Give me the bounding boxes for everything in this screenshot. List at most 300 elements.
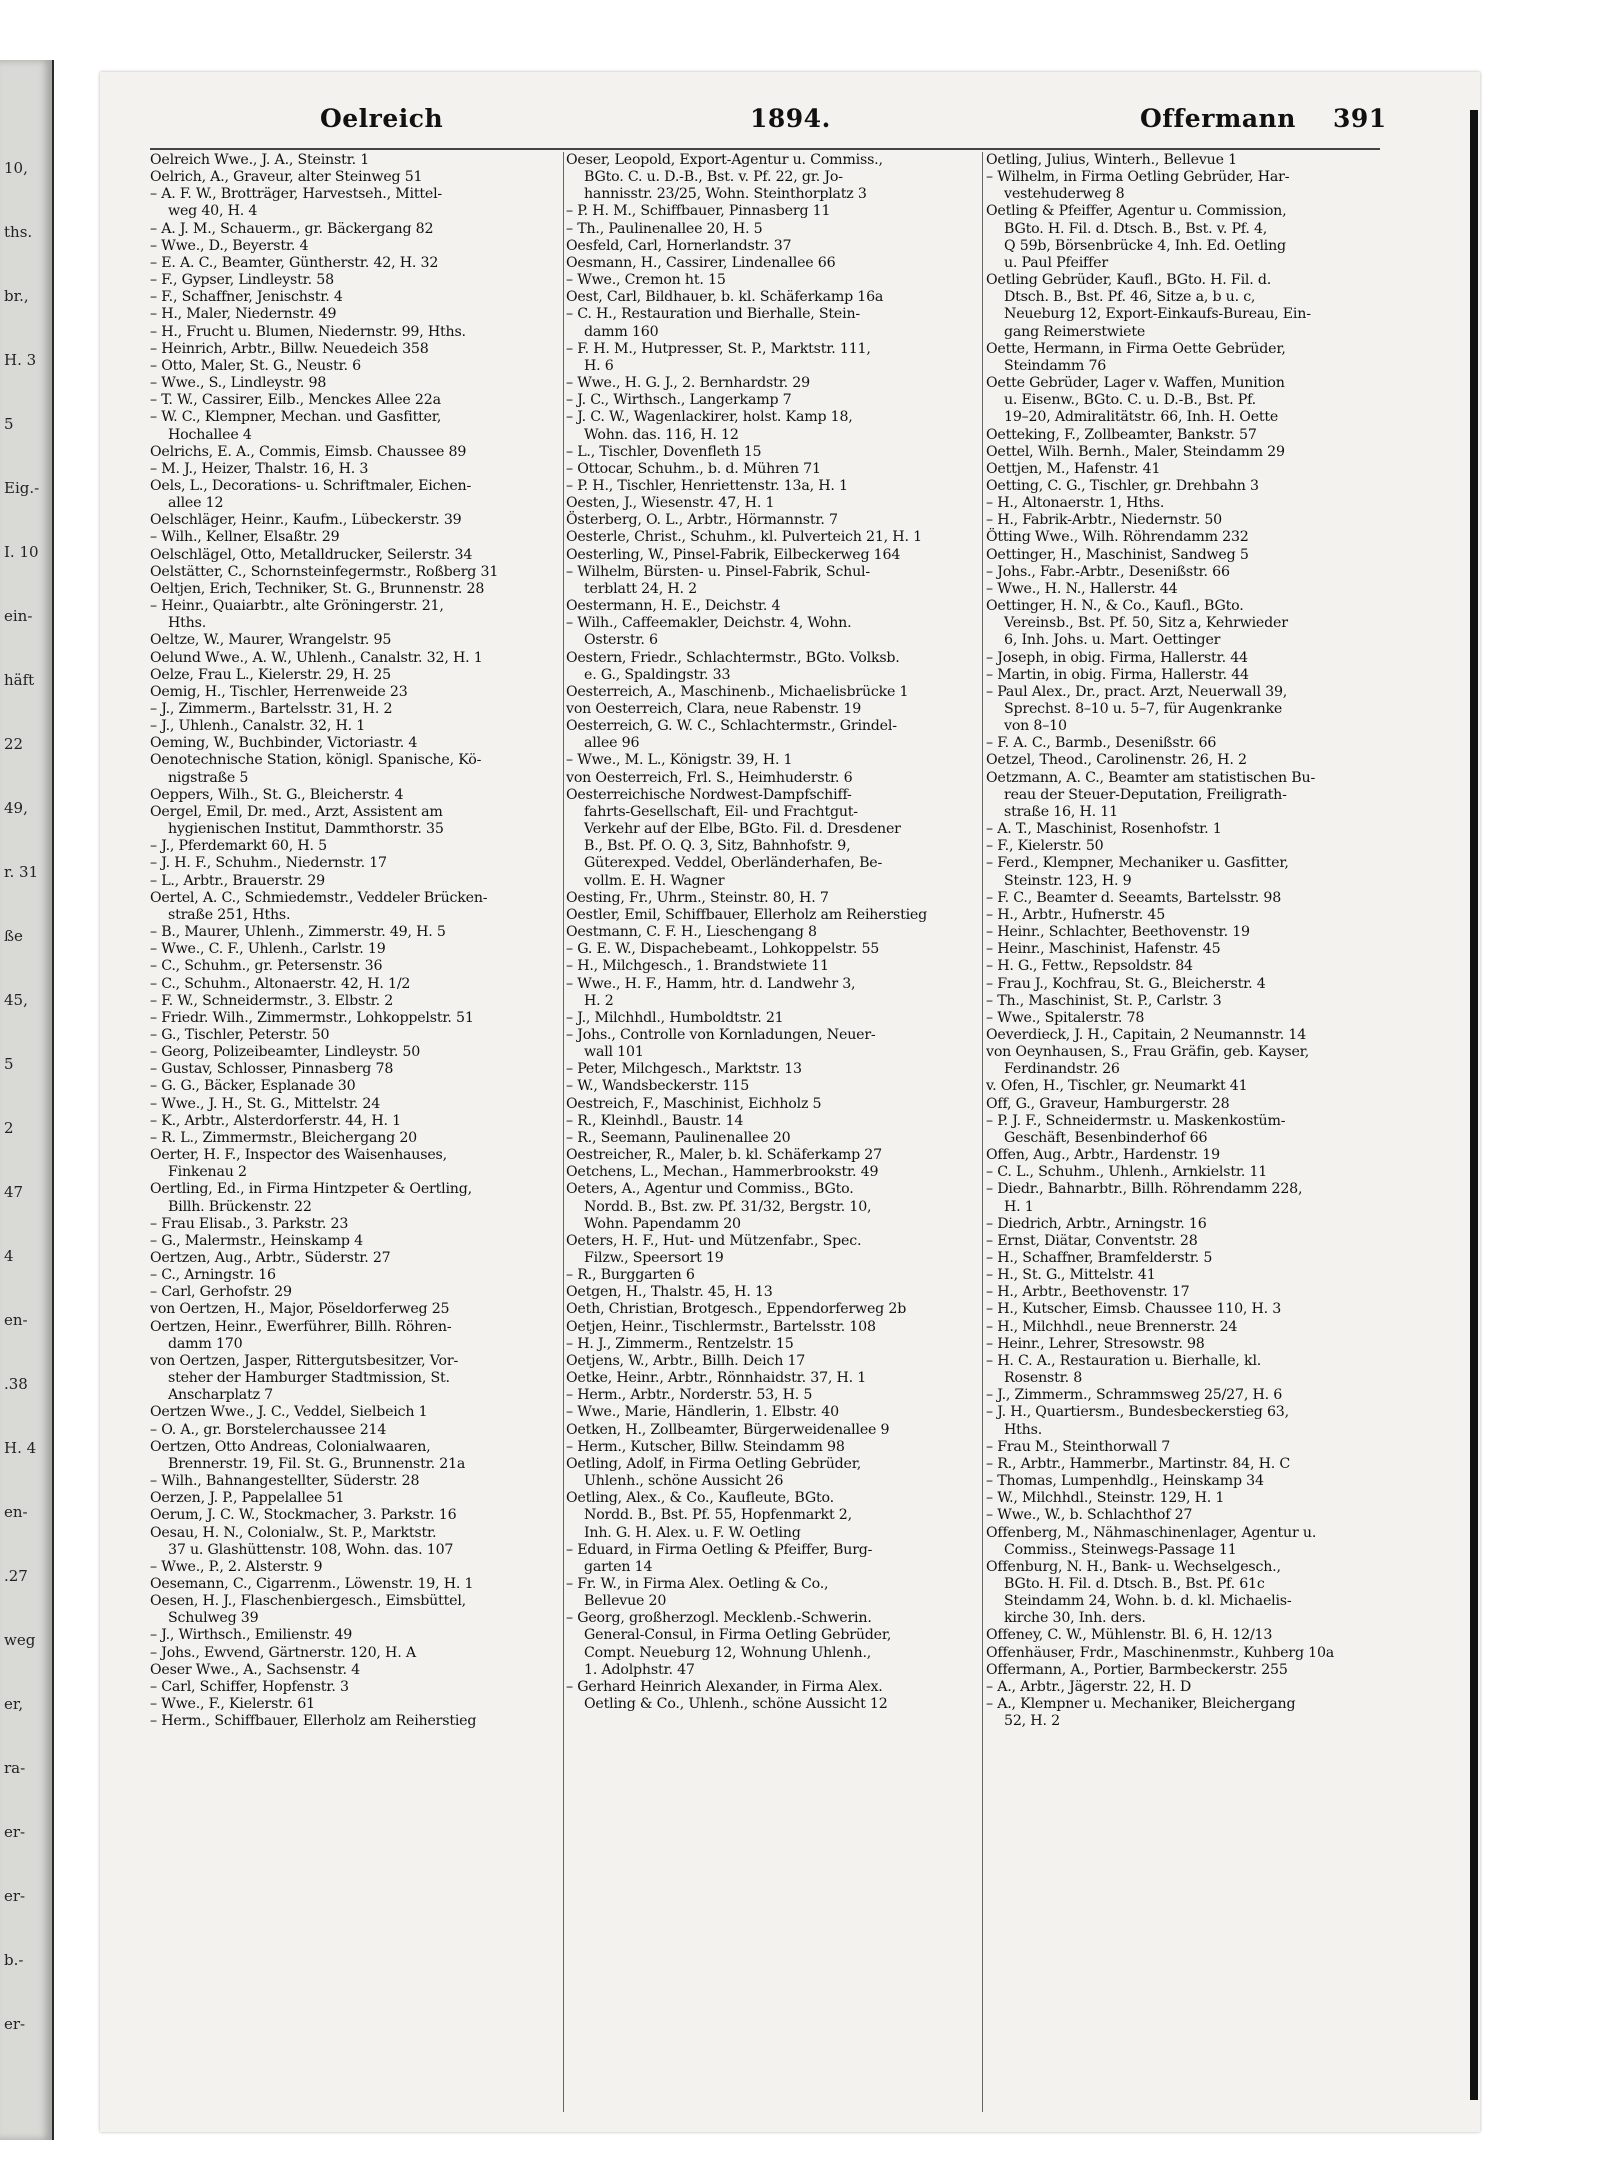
- directory-entry-line: – Fr. W., in Firma Alex. Oetling & Co.,: [566, 1575, 829, 1592]
- directory-entry-line: Oetteking, F., Zollbeamter, Bankstr. 57: [986, 426, 1257, 443]
- directory-entry-line: Oertzen, Otto Andreas, Colonialwaaren,: [150, 1438, 431, 1455]
- directory-entry-line: – Wwe., J. H., St. G., Mittelstr. 24: [150, 1095, 381, 1112]
- directory-entry-line: Oetgen, H., Thalstr. 45, H. 13: [566, 1284, 773, 1301]
- previous-page-fragment: ße: [4, 927, 23, 945]
- directory-entry-line: – Wilh., Caffeemakler, Deichstr. 4, Wohn.: [566, 615, 852, 632]
- directory-entry-line: – Wwe., M. L., Königstr. 39, H. 1: [566, 752, 793, 769]
- directory-entry-line: – Wilh., Kellner, Elsaßtr. 29: [150, 529, 340, 546]
- directory-entry-line: Oestler, Emil, Schiffbauer, Ellerholz am Reiherstieg: [566, 906, 928, 923]
- directory-entry-line: Oeverdieck, J. H., Capitain, 2 Neumannstr. 14: [986, 1026, 1307, 1043]
- directory-entry-line: – H., St. G., Mittelstr. 41: [986, 1267, 1156, 1284]
- directory-entry-line: – Wilhelm, in Firma Oetling Gebrüder, Har-: [986, 169, 1290, 186]
- directory-entry-line: – Wwe., H. G. J., 2. Bernhardstr. 29: [566, 375, 810, 392]
- previous-page-fragment: .27: [4, 1567, 28, 1585]
- directory-entry-line: Oestreich, F., Maschinist, Eichholz 5: [566, 1095, 822, 1112]
- directory-entry-line: u. Eisenw., BGto. C. u. D.-B., Bst. Pf.: [1004, 392, 1256, 409]
- directory-entry-line: straße 251, Hths.: [168, 906, 291, 923]
- directory-entry-line: von 8–10: [1004, 718, 1067, 735]
- directory-entry-line: Oetling & Co., Uhlenh., schöne Aussicht 12: [584, 1696, 888, 1713]
- directory-entry-line: Billh. Brückenstr. 22: [168, 1198, 312, 1215]
- directory-entry-line: B., Bst. Pf. O. Q. 3, Sitz, Bahnhofstr. 9,: [584, 838, 851, 855]
- directory-entry-line: – Wwe., H. N., Hallerstr. 44: [986, 580, 1178, 597]
- directory-entry-line: 19–20, Admiralitätstr. 66, Inh. H. Oette: [1004, 409, 1279, 426]
- directory-entry-line: 6, Inh. Johs. u. Mart. Oettinger: [1004, 632, 1221, 649]
- previous-page-fragment: H. 3: [4, 351, 37, 369]
- directory-entry-line: – C. L., Schuhm., Uhlenh., Arnkielstr. 11: [986, 1164, 1268, 1181]
- directory-entry-line: Hths.: [168, 615, 207, 632]
- directory-entry-line: Oetzmann, A. C., Beamter am statistischen Bu-: [986, 769, 1316, 786]
- directory-entry-line: Oestmann, C. F. H., Lieschengang 8: [566, 924, 817, 941]
- previous-page-fragment: er,: [4, 1695, 24, 1713]
- directory-entry-line: – J., Wirthsch., Emilienstr. 49: [150, 1627, 353, 1644]
- directory-entry-line: Verkehr auf der Elbe, BGto. Fil. d. Dresdener: [584, 821, 901, 838]
- directory-entry-line: – C. H., Restauration und Bierhalle, Stein-: [566, 306, 860, 323]
- previous-page-fragment: ths.: [4, 223, 33, 241]
- previous-page-fragment: 4: [4, 1247, 14, 1265]
- directory-entry-line: – M. J., Heizer, Thalstr. 16, H. 3: [150, 460, 369, 477]
- directory-entry-line: – Gustav, Schlosser, Pinnasberg 78: [150, 1061, 394, 1078]
- directory-entry-line: – Wwe., S., Lindleystr. 98: [150, 375, 327, 392]
- directory-entry-line: Oerum, J. C. W., Stockmacher, 3. Parkstr. 16: [150, 1507, 457, 1524]
- directory-entry-line: – Herm., Schiffbauer, Ellerholz am Reiherstieg: [150, 1713, 477, 1730]
- directory-entry-line: Offermann, A., Portier, Barmbeckerstr. 255: [986, 1661, 1288, 1678]
- directory-entry-line: Neueburg 12, Export-Einkaufs-Bureau, Ein-: [1004, 306, 1311, 323]
- header-rule: [150, 148, 1380, 150]
- directory-entry-line: von Oertzen, Jasper, Rittergutsbesitzer, Vor-: [150, 1352, 459, 1369]
- directory-entry-line: vollm. E. H. Wagner: [584, 872, 725, 889]
- directory-entry-line: – W. C., Klempner, Mechan. und Gasfitter,: [150, 409, 442, 426]
- directory-entry-line: e. G., Spaldingstr. 33: [584, 666, 731, 683]
- directory-entry-line: Commiss., Steinwegs-Passage 11: [1004, 1541, 1237, 1558]
- directory-entry-line: Oelrich, A., Graveur, alter Steinweg 51: [150, 169, 423, 186]
- directory-entry-line: – G., Malermstr., Heinskamp 4: [150, 1232, 363, 1249]
- directory-entry-line: Anscharplatz 7: [168, 1387, 273, 1404]
- directory-entry-line: – R., Burggarten 6: [566, 1267, 695, 1284]
- directory-entry-line: – A. F. W., Brotträger, Harvestseh., Mittel-: [150, 186, 443, 203]
- directory-entry-line: – Wwe., H. F., Hamm, htr. d. Landwehr 3,: [566, 975, 856, 992]
- directory-entry-line: Österberg, O. L., Arbtr., Hörmannstr. 7: [566, 512, 838, 529]
- directory-entry-line: – Diedr., Bahnarbtr., Billh. Röhrendamm 228,: [986, 1181, 1303, 1198]
- directory-entry-line: gang Reimerstwiete: [1004, 323, 1146, 340]
- directory-entry-line: – Frau M., Steinthorwall 7: [986, 1438, 1171, 1455]
- directory-entry-line: Oelschläger, Heinr., Kaufm., Lübeckerstr. 39: [150, 512, 462, 529]
- directory-entry-line: – H. J., Zimmerm., Rentzelstr. 15: [566, 1335, 794, 1352]
- directory-entry-line: H. 2: [584, 992, 614, 1009]
- directory-entry-line: – Th., Maschinist, St. P., Carlstr. 3: [986, 992, 1222, 1009]
- directory-entry-line: u. Paul Pfeiffer: [1004, 254, 1108, 271]
- directory-entry-line: Finkenau 2: [168, 1164, 247, 1181]
- page-year: 1894.: [750, 104, 831, 133]
- directory-entry-line: – Ottocar, Schuhm., b. d. Mühren 71: [566, 460, 821, 477]
- directory-entry-line: Oeltze, W., Maurer, Wrangelstr. 95: [150, 632, 392, 649]
- directory-entry-line: – A. T., Maschinist, Rosenhofstr. 1: [986, 821, 1222, 838]
- directory-entry-line: Oertzen, Heinr., Ewerführer, Billh. Röhren-: [150, 1318, 452, 1335]
- column-1: [150, 152, 570, 2112]
- directory-entry-line: – Frau J., Kochfrau, St. G., Bleicherstr. 4: [986, 975, 1266, 992]
- directory-entry-line: Oettel, Wilh. Bernh., Maler, Steindamm 29: [986, 443, 1285, 460]
- directory-entry-line: kirche 30, Inh. ders.: [1004, 1610, 1146, 1627]
- directory-entry-line: Oeters, H. F., Hut- und Mützenfabr., Spec.: [566, 1232, 862, 1249]
- directory-entry-line: von Oesterreich, Frl. S., Heimhuderstr. 6: [566, 769, 853, 786]
- directory-entry-line: Oestermann, H. E., Deichstr. 4: [566, 598, 781, 615]
- directory-entry-line: Oesterle, Christ., Schuhm., kl. Pulverteich 21, H. 1: [566, 529, 922, 546]
- directory-entry-line: – A. J. M., Schauerm., gr. Bäckergang 82: [150, 220, 434, 237]
- directory-entry-line: – P. H. M., Schiffbauer, Pinnasberg 11: [566, 203, 831, 220]
- directory-entry-line: Brennerstr. 19, Fil. St. G., Brunnenstr. 21a: [168, 1455, 466, 1472]
- directory-entry-line: Oetling & Pfeiffer, Agentur u. Commission,: [986, 203, 1287, 220]
- previous-page-edge: [0, 60, 54, 2140]
- directory-entry-line: – Frau Elisab., 3. Parkstr. 23: [150, 1215, 349, 1232]
- directory-entry-line: Inh. G. H. Alex. u. F. W. Oetling: [584, 1524, 801, 1541]
- directory-entry-line: garten 14: [584, 1558, 653, 1575]
- directory-entry-line: Offen, Aug., Arbtr., Hardenstr. 19: [986, 1147, 1220, 1164]
- directory-entry-line: – Joseph, in obig. Firma, Hallerstr. 44: [986, 649, 1248, 666]
- directory-entry-line: – Otto, Maler, St. G., Neustr. 6: [150, 357, 361, 374]
- directory-entry-line: – J., Zimmerm., Bartelsstr. 31, H. 2: [150, 701, 393, 717]
- directory-entry-line: Oertzen, Aug., Arbtr., Süderstr. 27: [150, 1250, 391, 1266]
- directory-entry-line: Steinstr. 123, H. 9: [1004, 872, 1132, 889]
- directory-entry-line: Hochallee 4: [168, 426, 252, 443]
- directory-entry-line: – G., Tischler, Peterstr. 50: [150, 1026, 330, 1043]
- directory-entry-line: Dtsch. B., Bst. Pf. 46, Sitze a, b u. c,: [1004, 289, 1256, 306]
- column-2: [566, 152, 986, 2112]
- directory-entry-line: – H., Schaffner, Bramfelderstr. 5: [986, 1250, 1213, 1266]
- directory-entry-line: weg 40, H. 4: [168, 203, 258, 220]
- directory-entry-line: – Thomas, Lumpenhdlg., Heinskamp 34: [986, 1473, 1264, 1490]
- directory-entry-line: – Carl, Gerhofstr. 29: [150, 1284, 292, 1301]
- directory-entry-line: Wohn. Papendamm 20: [584, 1215, 741, 1232]
- directory-entry-line: – W., Milchhdl., Steinstr. 129, H. 1: [986, 1490, 1225, 1507]
- directory-entry-line: 37 u. Glashüttenstr. 108, Wohn. das. 107: [168, 1541, 454, 1558]
- directory-entry-line: Compt. Neueburg 12, Wohnung Uhlenh.,: [584, 1644, 872, 1661]
- directory-entry-line: Offeney, C. W., Mühlenstr. Bl. 6, H. 12/13: [986, 1627, 1273, 1644]
- directory-entry-line: Wohn. das. 116, H. 12: [584, 426, 739, 443]
- directory-entry-line: – Ernst, Diätar, Conventstr. 28: [986, 1232, 1198, 1249]
- directory-entry-line: – F. A. C., Barmb., Desenißstr. 66: [986, 735, 1217, 752]
- directory-entry-line: – B., Maurer, Uhlenh., Zimmerstr. 49, H. 5: [150, 924, 446, 941]
- directory-entry-line: – H., Arbtr., Beethovenstr. 17: [986, 1284, 1190, 1301]
- directory-entry-line: Oeltjen, Erich, Techniker, St. G., Brunnenstr. 28: [150, 580, 485, 597]
- directory-entry-line: – H., Frucht u. Blumen, Niedernstr. 99, Hths.: [150, 323, 466, 340]
- directory-entry-line: – P. H., Tischler, Henriettenstr. 13a, H. 1: [566, 477, 848, 494]
- previous-page-fragment: er-: [4, 2015, 26, 2033]
- previous-page-fragment: 45,: [4, 991, 28, 1009]
- directory-entry-line: Oesten, J., Wiesenstr. 47, H. 1: [566, 495, 775, 512]
- previous-page-fragment: en-: [4, 1311, 28, 1329]
- directory-entry-line: Oetjens, W., Arbtr., Billh. Deich 17: [566, 1352, 806, 1369]
- directory-entry-line: – H., Milchgesch., 1. Brandstwiete 11: [566, 958, 829, 975]
- directory-entry-line: – Martin, in obig. Firma, Hallerstr. 44: [986, 666, 1249, 683]
- directory-entry-line: Oeth, Christian, Brotgesch., Eppendorferweg 2b: [566, 1301, 907, 1318]
- running-head-left: Oelreich: [320, 104, 444, 133]
- directory-entry-line: vestehuderweg 8: [1004, 186, 1125, 203]
- running-head-right: Offermann: [1140, 104, 1296, 133]
- previous-page-fragment: 2: [4, 1119, 14, 1137]
- previous-page-fragment: ra-: [4, 1759, 26, 1777]
- directory-entry-line: – J., Milchhdl., Humboldtstr. 21: [566, 1009, 784, 1026]
- directory-entry-line: Uhlenh., schöne Aussicht 26: [584, 1473, 784, 1490]
- directory-entry-line: Oelrichs, E. A., Commis, Eimsb. Chaussee 89: [150, 443, 467, 460]
- directory-entry-line: – Friedr. Wilh., Zimmermstr., Lohkoppelstr. 51: [150, 1009, 474, 1026]
- directory-entry-line: wall 101: [584, 1044, 644, 1061]
- directory-entry-line: – Wwe., D., Beyerstr. 4: [150, 237, 309, 254]
- directory-entry-line: Oesterling, W., Pinsel-Fabrik, Eilbeckerweg 164: [566, 546, 901, 563]
- directory-entry-line: – C., Arningstr. 16: [150, 1267, 276, 1284]
- directory-entry-line: – Wwe., P., 2. Alsterstr. 9: [150, 1558, 323, 1575]
- directory-entry-line: Oeppers, Wilh., St. G., Bleicherstr. 4: [150, 786, 404, 803]
- directory-entry-line: Oesterreichische Nordwest-Dampfschiff-: [566, 786, 852, 803]
- directory-entry-line: – J. H. F., Schuhm., Niedernstr. 17: [150, 855, 387, 872]
- directory-entry-line: Oestern, Friedr., Schlachtermstr., BGto. Volksb.: [566, 649, 900, 666]
- directory-entry-line: Rosenstr. 8: [1004, 1370, 1083, 1387]
- directory-entry-line: Oels, L., Decorations- u. Schriftmaler, Eichen-: [150, 477, 472, 494]
- directory-entry-line: von Oeynhausen, S., Frau Gräfin, geb. Kayser,: [986, 1044, 1310, 1061]
- directory-entry-line: – Heinrich, Arbtr., Billw. Neuedeich 358: [150, 340, 429, 357]
- directory-entry-line: 52, H. 2: [1004, 1713, 1060, 1730]
- directory-entry-line: Offenhäuser, Frdr., Maschinenmstr., Kuhberg 10a: [986, 1644, 1335, 1661]
- directory-entry-line: Oeming, W., Buchbinder, Victoriastr. 4: [150, 735, 418, 752]
- page-binding-edge: [1470, 110, 1478, 2100]
- directory-entry-line: – Herm., Kutscher, Billw. Steindamm 98: [566, 1438, 845, 1455]
- directory-entry-line: – F. H. M., Hutpresser, St. P., Marktstr. 111,: [566, 340, 871, 357]
- directory-entry-line: – H., Fabrik-Arbtr., Niedernstr. 50: [986, 512, 1222, 529]
- directory-entry-line: von Oertzen, H., Major, Pöseldorferweg 25: [150, 1301, 450, 1318]
- directory-entry-line: – F., Gypser, Lindleystr. 58: [150, 272, 334, 289]
- directory-entry-line: BGto. H. Fil. d. Dtsch. B., Bst. Pf. 61c: [1004, 1575, 1265, 1592]
- directory-entry-line: Oeser Wwe., A., Sachsenstr. 4: [150, 1661, 360, 1678]
- directory-entry-line: Oelund Wwe., A. W., Uhlenh., Canalstr. 32, H. 1: [150, 649, 483, 666]
- directory-entry-line: Oelstätter, C., Schornsteinfegermstr., Roßberg 31: [150, 563, 499, 580]
- directory-entry-line: damm 170: [168, 1335, 243, 1352]
- directory-entry-line: Oettinger, H. N., & Co., Kaufl., BGto.: [986, 598, 1244, 615]
- directory-entry-line: Oertzen Wwe., J. C., Veddel, Sielbeich 1: [150, 1404, 428, 1421]
- directory-entry-line: von Oesterreich, Clara, neue Rabenstr. 19: [566, 701, 862, 717]
- directory-entry-line: Oetzel, Theod., Carolinenstr. 26, H. 2: [986, 752, 1247, 769]
- directory-entry-line: terblatt 24, H. 2: [584, 580, 697, 597]
- previous-page-fragment: r. 31: [4, 863, 39, 881]
- directory-entry-line: – Wwe., Cremon ht. 15: [566, 272, 726, 289]
- previous-page-fragment: .38: [4, 1375, 28, 1393]
- directory-entry-line: Oerzen, J. P., Pappelallee 51: [150, 1490, 345, 1507]
- directory-entry-line: Oelschlägel, Otto, Metalldrucker, Seilerstr. 34: [150, 546, 473, 563]
- directory-entry-line: – E. A. C., Beamter, Güntherstr. 42, H. 32: [150, 254, 439, 271]
- directory-entry-line: Offenburg, N. H., Bank- u. Wechselgesch.,: [986, 1558, 1281, 1575]
- column-divider-2: [982, 152, 983, 2112]
- directory-entry-line: – Wwe., Spitalerstr. 78: [986, 1009, 1145, 1026]
- directory-entry-line: – H., Kutscher, Eimsb. Chaussee 110, H. 3: [986, 1301, 1282, 1318]
- previous-page-fragment: Eig.-: [4, 479, 40, 497]
- directory-entry-line: – A., Arbtr., Jägerstr. 22, H. D: [986, 1678, 1192, 1695]
- directory-entry-line: – Wwe., W., b. Schlachthof 27: [986, 1507, 1193, 1524]
- directory-entry-line: – Eduard, in Firma Oetling & Pfeiffer, Burg-: [566, 1541, 873, 1558]
- directory-entry-line: – Heinr., Maschinist, Hafenstr. 45: [986, 941, 1221, 958]
- directory-entry-line: Oetken, H., Zollbeamter, Bürgerweidenallee 9: [566, 1421, 890, 1438]
- directory-entry-line: – Johs., Ewvend, Gärtnerstr. 120, H. A: [150, 1644, 416, 1661]
- directory-entry-line: – J., Zimmerm., Schrammsweg 25/27, H. 6: [986, 1387, 1283, 1404]
- directory-entry-line: – F., Schaffner, Jenischstr. 4: [150, 289, 343, 306]
- directory-entry-line: – Wilh., Bahnangestellter, Süderstr. 28: [150, 1473, 420, 1490]
- directory-entry-line: – Georg, großherzogl. Mecklenb.-Schwerin.: [566, 1610, 872, 1627]
- directory-entry-line: Oette Gebrüder, Lager v. Waffen, Munition: [986, 375, 1285, 392]
- directory-entry-line: Filzw., Speersort 19: [584, 1250, 724, 1266]
- directory-entry-line: – C., Schuhm., Altonaerstr. 42, H. 1/2: [150, 975, 411, 992]
- directory-entry-line: – Wwe., C. F., Uhlenh., Carlstr. 19: [150, 941, 386, 958]
- directory-entry-line: Geschäft, Besenbinderhof 66: [1004, 1129, 1208, 1146]
- directory-entry-line: damm 160: [584, 323, 659, 340]
- directory-entry-line: – Gerhard Heinrich Alexander, in Firma Alex.: [566, 1678, 883, 1695]
- previous-page-fragment: ein-: [4, 607, 33, 625]
- previous-page-fragment: br.,: [4, 287, 29, 305]
- page-number: 391: [1333, 104, 1387, 133]
- directory-entry-line: allee 96: [584, 735, 640, 752]
- directory-entry-line: – F. C., Beamter d. Seeamts, Bartelsstr. 98: [986, 889, 1282, 906]
- directory-entry-line: H. 6: [584, 357, 614, 374]
- previous-page-fragment: I. 10: [4, 543, 39, 561]
- directory-entry-line: BGto. H. Fil. d. Dtsch. B., Bst. v. Pf. 4,: [1004, 220, 1268, 237]
- directory-entry-line: Ferdinandstr. 26: [1004, 1061, 1120, 1078]
- directory-entry-line: Oelze, Frau L., Kielerstr. 29, H. 25: [150, 666, 391, 683]
- previous-page-fragment: 5: [4, 1055, 14, 1073]
- previous-page-fragment: 49,: [4, 799, 28, 817]
- directory-entry-line: hygienischen Institut, Dammthorstr. 35: [168, 821, 444, 838]
- directory-entry-line: Oetjen, Heinr., Tischlermstr., Bartelsstr. 108: [566, 1318, 876, 1335]
- directory-entry-line: Oest, Carl, Bildhauer, b. kl. Schäferkamp 16a: [566, 289, 884, 306]
- directory-entry-line: – R., Seemann, Paulinenallee 20: [566, 1129, 791, 1146]
- directory-entry-line: – Ferd., Klempner, Mechaniker u. Gasfitter,: [986, 855, 1289, 872]
- directory-entry-line: Oelreich Wwe., J. A., Steinstr. 1: [150, 152, 370, 168]
- directory-entry-line: – J. C. W., Wagenlackirer, holst. Kamp 18,: [566, 409, 853, 426]
- directory-entry-line: Hths.: [1004, 1421, 1043, 1438]
- directory-entry-line: – W., Wandsbeckerstr. 115: [566, 1078, 750, 1095]
- directory-entry-line: – R. L., Zimmermstr., Bleichergang 20: [150, 1129, 418, 1146]
- directory-entry-line: Nordd. B., Bst. Pf. 55, Hopfenmarkt 2,: [584, 1507, 852, 1524]
- directory-entry-line: H. 1: [1004, 1198, 1034, 1215]
- directory-entry-line: Q 59b, Börsenbrücke 4, Inh. Ed. Oetling: [1004, 237, 1286, 254]
- directory-entry-line: Oetling, Alex., & Co., Kaufleute, BGto.: [566, 1490, 834, 1507]
- directory-entry-line: reau der Steuer-Deputation, Freiligrath-: [1004, 786, 1287, 803]
- directory-entry-line: Güterexped. Veddel, Oberländerhafen, Be-: [584, 855, 883, 872]
- directory-entry-line: steher der Hamburger Stadtmission, St.: [168, 1370, 450, 1387]
- directory-entry-line: – Peter, Milchgesch., Marktstr. 13: [566, 1061, 802, 1078]
- previous-page-fragment: H. 4: [4, 1439, 37, 1457]
- previous-page-fragment: häft: [4, 671, 35, 689]
- directory-entry-line: Oenotechnische Station, königl. Spanische, Kö-: [150, 752, 482, 769]
- directory-entry-line: General-Consul, in Firma Oetling Gebrüder,: [584, 1627, 892, 1644]
- directory-entry-line: – K., Arbtr., Alsterdorferstr. 44, H. 1: [150, 1112, 401, 1129]
- directory-entry-line: Oesterreich, G. W. C., Schlachtermstr., Grindel-: [566, 718, 897, 735]
- directory-entry-line: Oetting, C. G., Tischler, gr. Drehbahn 3: [986, 477, 1259, 494]
- directory-entry-line: Steindamm 76: [1004, 357, 1107, 374]
- page-header: [150, 104, 1387, 144]
- directory-entry-line: Oetke, Heinr., Arbtr., Rönnhaidstr. 37, H. 1: [566, 1370, 867, 1387]
- directory-entry-line: Oettinger, H., Maschinist, Sandweg 5: [986, 546, 1249, 563]
- column-3: [986, 152, 1406, 2112]
- directory-entry-line: Oeters, A., Agentur und Commiss., BGto.: [566, 1181, 854, 1198]
- directory-entry-line: – R., Arbtr., Hammerbr., Martinstr. 84, H. C: [986, 1455, 1291, 1472]
- directory-entry-line: – H., Maler, Niedernstr. 49: [150, 306, 337, 323]
- directory-entry-line: allee 12: [168, 495, 224, 512]
- directory-entry-line: Oerter, H. F., Inspector des Waisenhauses,: [150, 1147, 447, 1164]
- directory-entry-line: Oetchens, L., Mechan., Hammerbrookstr. 49: [566, 1164, 879, 1181]
- directory-entry-line: Offenberg, M., Nähmaschinenlager, Agentur u.: [986, 1524, 1317, 1541]
- directory-entry-line: – Johs., Controlle von Kornladungen, Neuer-: [566, 1026, 876, 1043]
- previous-page-fragment: weg: [4, 1631, 36, 1649]
- directory-entry-line: Oemig, H., Tischler, Herrenweide 23: [150, 683, 408, 700]
- directory-entry-line: – J., Uhlenh., Canalstr. 32, H. 1: [150, 718, 366, 735]
- directory-entry-line: straße 16, H. 11: [1004, 803, 1118, 820]
- directory-entry-line: Sprechst. 8–10 u. 5–7, für Augenkranke: [1004, 701, 1283, 717]
- directory-entry-line: Oesmann, H., Cassirer, Lindenallee 66: [566, 254, 836, 271]
- previous-page-fragment: er-: [4, 1823, 26, 1841]
- directory-entry-line: Oesen, H. J., Flaschenbiergesch., Eimsbüttel,: [150, 1593, 466, 1610]
- directory-entry-line: Oertling, Ed., in Firma Hintzpeter & Oertling,: [150, 1181, 472, 1198]
- directory-entry-line: – H. G., Fettw., Repsoldstr. 84: [986, 958, 1193, 975]
- directory-entry-line: Oetling Gebrüder, Kaufl., BGto. H. Fil. d.: [986, 272, 1272, 289]
- directory-entry-line: Oesting, Fr., Uhrm., Steinstr. 80, H. 7: [566, 889, 829, 906]
- directory-entry-line: – Wilhelm, Bürsten- u. Pinsel-Fabrik, Schul-: [566, 563, 870, 580]
- directory-entry-line: – J. H., Quartiersm., Bundesbeckerstieg 63,: [986, 1404, 1289, 1421]
- directory-entry-line: – C., Schuhm., gr. Petersenstr. 36: [150, 958, 383, 975]
- directory-entry-line: – G. E. W., Dispachebeamt., Lohkoppelstr. 55: [566, 941, 880, 958]
- directory-entry-line: – A., Klempner u. Mechaniker, Bleichergang: [986, 1696, 1296, 1713]
- directory-entry-line: – T. W., Cassirer, Eilb., Menckes Allee 22a: [150, 392, 441, 409]
- directory-entry-line: Oesau, H. N., Colonialw., St. P., Marktstr.: [150, 1524, 437, 1541]
- directory-entry-line: Off, G., Graveur, Hamburgerstr. 28: [986, 1095, 1230, 1112]
- previous-page-fragment: er-: [4, 1887, 26, 1905]
- directory-entry-line: Schulweg 39: [168, 1610, 259, 1627]
- directory-entry-line: – H., Arbtr., Hufnerstr. 45: [986, 906, 1166, 923]
- directory-entry-line: fahrts-Gesellschaft, Eil- und Frachtgut-: [584, 803, 858, 820]
- directory-entry-line: – Heinr., Quaiarbtr., alte Gröningerstr. 21,: [150, 598, 444, 615]
- directory-entry-line: – Diedrich, Arbtr., Arningstr. 16: [986, 1215, 1207, 1232]
- directory-entry-line: – H. C. A., Restauration u. Bierhalle, kl.: [986, 1352, 1262, 1369]
- directory-entry-line: Oette, Hermann, in Firma Oette Gebrüder,: [986, 340, 1286, 357]
- directory-entry-line: – Wwe., F., Kielerstr. 61: [150, 1696, 315, 1713]
- directory-entry-line: Oertel, A. C., Schmiedemstr., Veddeler Brücken-: [150, 889, 488, 906]
- directory-entry-line: – Herm., Arbtr., Norderstr. 53, H. 5: [566, 1387, 813, 1404]
- directory-entry-line: v. Ofen, H., Tischler, gr. Neumarkt 41: [986, 1078, 1248, 1095]
- directory-entry-line: Oesfeld, Carl, Hornerlandstr. 37: [566, 237, 792, 254]
- directory-entry-line: Oeser, Leopold, Export-Agentur u. Commiss.,: [566, 152, 883, 168]
- directory-entry-line: 1. Adolphstr. 47: [584, 1661, 695, 1678]
- directory-entry-line: Bellevue 20: [584, 1593, 667, 1610]
- previous-page-fragment: 22: [4, 735, 24, 753]
- directory-entry-line: – L., Arbtr., Brauerstr. 29: [150, 872, 325, 889]
- directory-entry-line: Oestreicher, R., Maler, b. kl. Schäferkamp 27: [566, 1147, 882, 1164]
- previous-page-fragment: 10,: [4, 159, 28, 177]
- directory-entry-line: BGto. C. u. D.-B., Bst. v. Pf. 22, gr. Jo-: [584, 169, 843, 186]
- directory-entry-line: – P. J. F., Schneidermstr. u. Maskenkostüm-: [986, 1112, 1286, 1129]
- previous-page-fragment: b.-: [4, 1951, 24, 1969]
- directory-entry-line: – J. C., Wirthsch., Langerkamp 7: [566, 392, 792, 409]
- directory-entry-line: – Th., Paulinenallee 20, H. 5: [566, 220, 763, 237]
- column-divider-1: [563, 152, 564, 2112]
- directory-entry-line: – Carl, Schiffer, Hopfenstr. 3: [150, 1678, 349, 1695]
- directory-entry-line: – F., Kielerstr. 50: [986, 838, 1104, 855]
- directory-entry-line: – Paul Alex., Dr., pract. Arzt, Neuerwall 39,: [986, 683, 1288, 700]
- directory-entry-line: Osterstr. 6: [584, 632, 658, 649]
- directory-entry-line: Steindamm 24, Wohn. b. d. kl. Michaelis-: [1004, 1593, 1292, 1610]
- directory-entry-line: – H., Milchhdl., neue Brennerstr. 24: [986, 1318, 1238, 1335]
- directory-entry-line: Vereinsb., Bst. Pf. 50, Sitz a, Kehrwieder: [1004, 615, 1288, 632]
- directory-entry-line: – H., Altonaerstr. 1, Hths.: [986, 495, 1165, 512]
- directory-entry-line: Oesemann, C., Cigarrenm., Löwenstr. 19, H. 1: [150, 1575, 474, 1592]
- previous-page-fragment: 5: [4, 415, 14, 433]
- previous-page-fragment: 47: [4, 1183, 24, 1201]
- previous-page-fragment: en-: [4, 1503, 28, 1521]
- directory-entry-line: – Heinr., Lehrer, Stresowstr. 98: [986, 1335, 1205, 1352]
- directory-entry-line: – R., Kleinhdl., Baustr. 14: [566, 1112, 744, 1129]
